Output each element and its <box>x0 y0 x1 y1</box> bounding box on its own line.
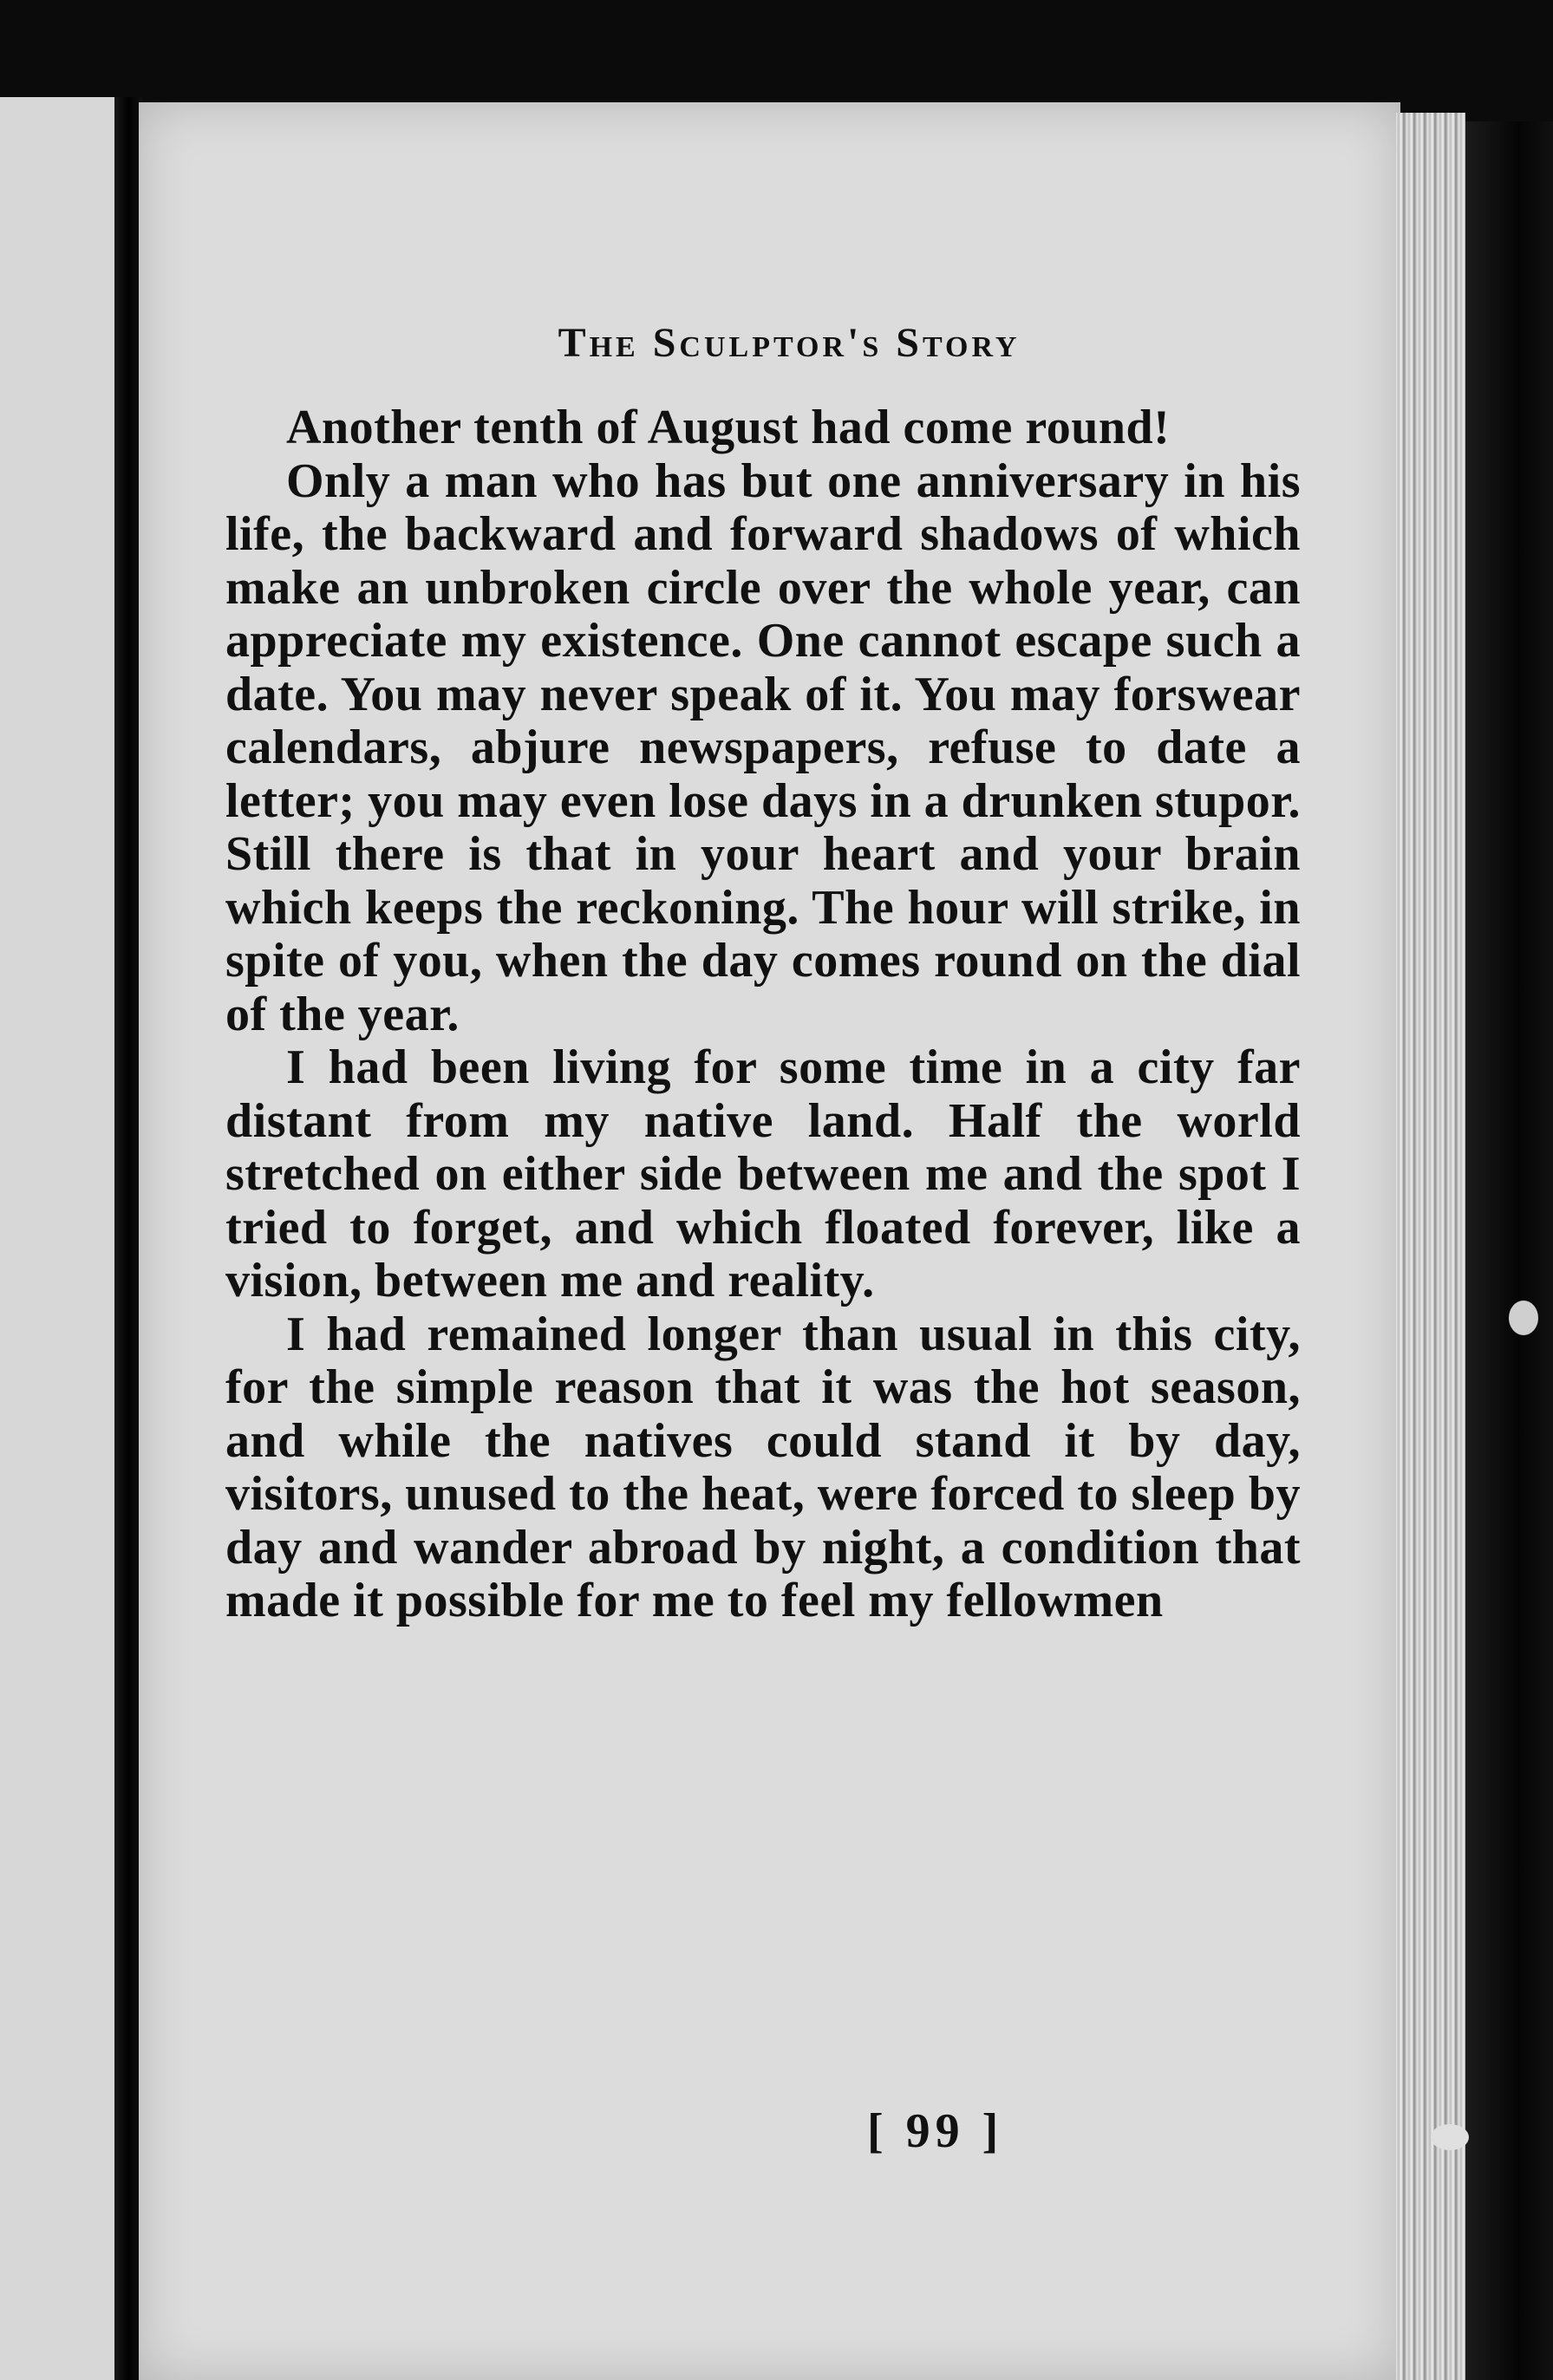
paragraph-3: I had been living for some time in a city far distant from my native land. Half the world stretched on either side between me and the spot I tried to forget, and which floated forever, like a vision, between me and reality. <box>225 1040 1301 1307</box>
book-cover-edge <box>1465 121 1553 2380</box>
running-head: The Sculptor's Story <box>558 320 1021 366</box>
book-page <box>139 102 1400 2380</box>
scan-speck <box>1509 1301 1538 1335</box>
page-number: [ 99 ] <box>867 2104 1004 2158</box>
paragraph-2: Only a man who has but one anniversary in his life, the backward and forward shadows of which make an unbroken circle over the whole year, can appreciate my existence. One cannot escape such a date. You may never speak of it. You may forswear calendars, abjure newspapers, refuse to date a letter; you may even lose days in a drunken stupor. Still there is that in your heart and your brain which keeps the reckoning. The hour will strike, in spite of you, when the day comes round on the dial of the year. <box>225 453 1301 1041</box>
facing-page-edge <box>0 97 118 2380</box>
scan-speck <box>1431 2124 1469 2150</box>
page-content <box>225 319 1301 1628</box>
page-stack-edge <box>1396 113 1465 2380</box>
paragraph-1: Another tenth of August had come round! <box>286 401 1171 454</box>
paragraph-4: I had remained longer than usual in this city, for the simple reason that it was the hot season, and while the natives could stand it by day, visitors, unused to the heat, were forced to sleep by day and wander abroad by night, a condition that made it possible for me to feel my fellowmen <box>225 1307 1301 1627</box>
